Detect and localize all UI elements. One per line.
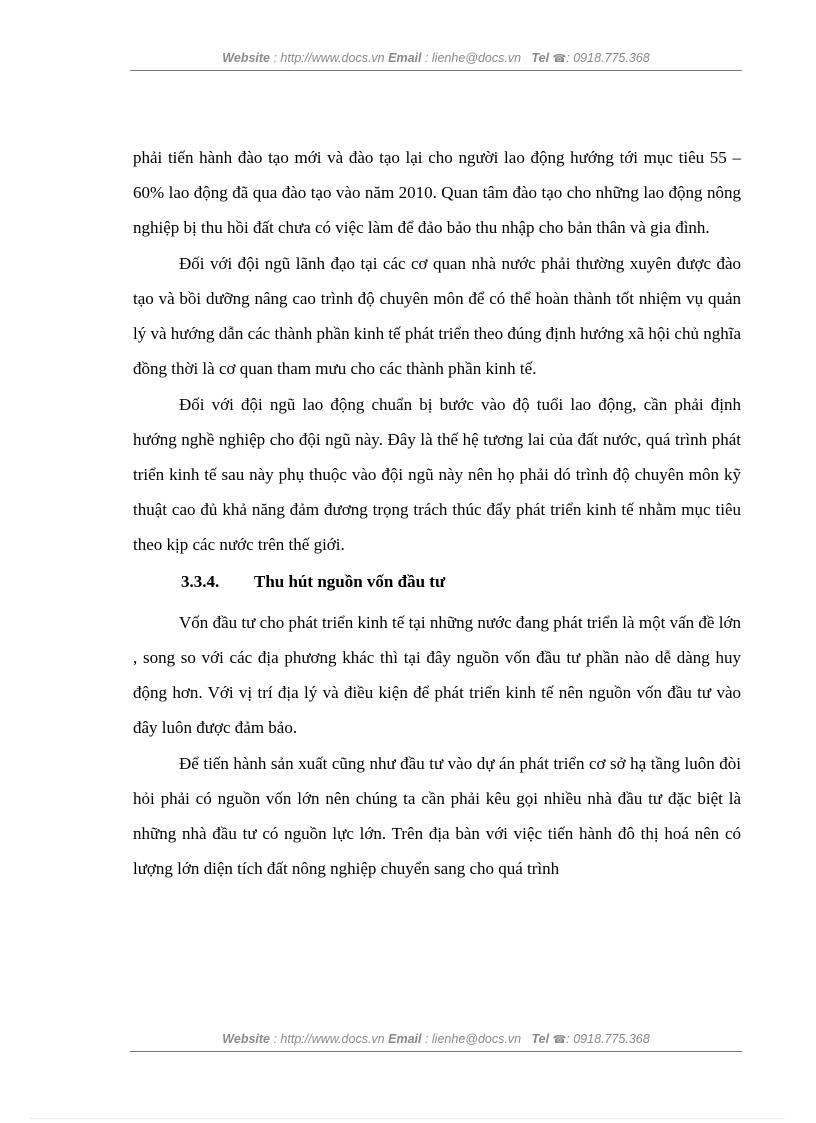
header-divider bbox=[130, 70, 742, 71]
footer-tel-label: Tel bbox=[531, 1032, 550, 1046]
section-number: 3.3.4. bbox=[181, 572, 220, 591]
footer-tel-number: : 0918.775.368 bbox=[566, 1032, 650, 1046]
website-url[interactable]: http://www.docs.vn bbox=[280, 51, 385, 65]
footer-website-label: Website bbox=[222, 1032, 270, 1046]
paragraph-2: Đối với đội ngũ lãnh đạo tại các cơ quan nhà nước phải thường xuyên được đào tạo và bồi dưỡng nâng cao trình độ chuyên môn để có thể hoàn thành tốt nhiệm vụ quản lý và hướng dẫn các thành phần kinh tế phát triển theo đúng định hướng xã hội chủ nghĩa đồng thời là cơ quan tham mưu cho các thành phần kinh tế. bbox=[133, 254, 741, 378]
footer-website-url[interactable]: http://www.docs.vn bbox=[280, 1032, 385, 1046]
footer-email-label: Email bbox=[388, 1032, 422, 1046]
website-separator: : bbox=[270, 51, 281, 65]
paragraph-4: Vốn đầu tư cho phát triển kinh tế tại những nước đang phát triển là một vấn đề lớn , song so với các địa phương khác thì tại đây nguồn vốn đầu tư phần nào dễ dàng huy động hơn. Với vị trí địa lý và điều kiện để phát triển kinh tế nên nguồn vốn đầu tư vào đây luôn được đảm bảo. bbox=[133, 613, 741, 737]
paragraph-1: phải tiến hành đào tạo mới và đào tạo lại cho người lao động hướng tới mục tiêu 55 – 60% lao động đã qua đào tạo vào năm 2010. Quan tâm đào tạo cho những lao động nông nghiệp bị thu hồi đất chưa có việc làm để đảo bảo thu nhập cho bản thân và gia đình. bbox=[133, 148, 741, 237]
document-body bbox=[133, 140, 741, 886]
paragraph-5: Để tiến hành sản xuất cũng như đầu tư vào dự án phát triển cơ sở hạ tầng luôn đòi hỏi phải có nguồn vốn lớn nên chúng ta cần phải kêu gọi nhiều nhà đầu tư đặc biệt là những nhà đầu tư có nguồn lực lớn. Trên địa bàn với việc tiến hành đô thị hoá nên có lượng lớn diện tích đất nông nghiệp chuyển sang cho quá trình bbox=[133, 754, 741, 878]
section-title: Thu hút nguồn vốn đầu tư bbox=[254, 572, 446, 591]
footer-email-address[interactable]: lienhe@docs.vn bbox=[431, 1032, 522, 1046]
email-separator: : bbox=[421, 51, 432, 65]
section-heading bbox=[133, 564, 741, 599]
footer-email-separator: : bbox=[421, 1032, 432, 1046]
page-header bbox=[130, 51, 742, 65]
tel-number: : 0918.775.368 bbox=[566, 51, 650, 65]
page-footer bbox=[130, 1032, 742, 1046]
paragraph-3: Đối với đội ngũ lao động chuẩn bị bước vào độ tuổi lao động, cần phải định hướng nghề nghiệp cho đội ngũ này. Đây là thế hệ tương lai của đất nước, quá trình phát triển kinh tế sau này phụ thuộc vào đội ngũ này nên họ phải dó trình độ chuyên môn kỹ thuật cao đủ khả năng đảm đương trọng trách thúc đẩy phát triển kinh tế nhằm mục tiêu theo kịp các nước trên thế giới. bbox=[133, 395, 741, 554]
phone-icon: ☎ bbox=[552, 53, 567, 65]
footer-divider bbox=[130, 1051, 742, 1052]
footer-website-separator: : bbox=[270, 1032, 281, 1046]
footer-phone-icon: ☎ bbox=[552, 1034, 567, 1046]
email-label: Email bbox=[388, 51, 422, 65]
email-address[interactable]: lienhe@docs.vn bbox=[431, 51, 522, 65]
page-bottom-border bbox=[30, 1118, 786, 1119]
tel-label: Tel bbox=[531, 51, 550, 65]
website-label: Website bbox=[222, 51, 270, 65]
